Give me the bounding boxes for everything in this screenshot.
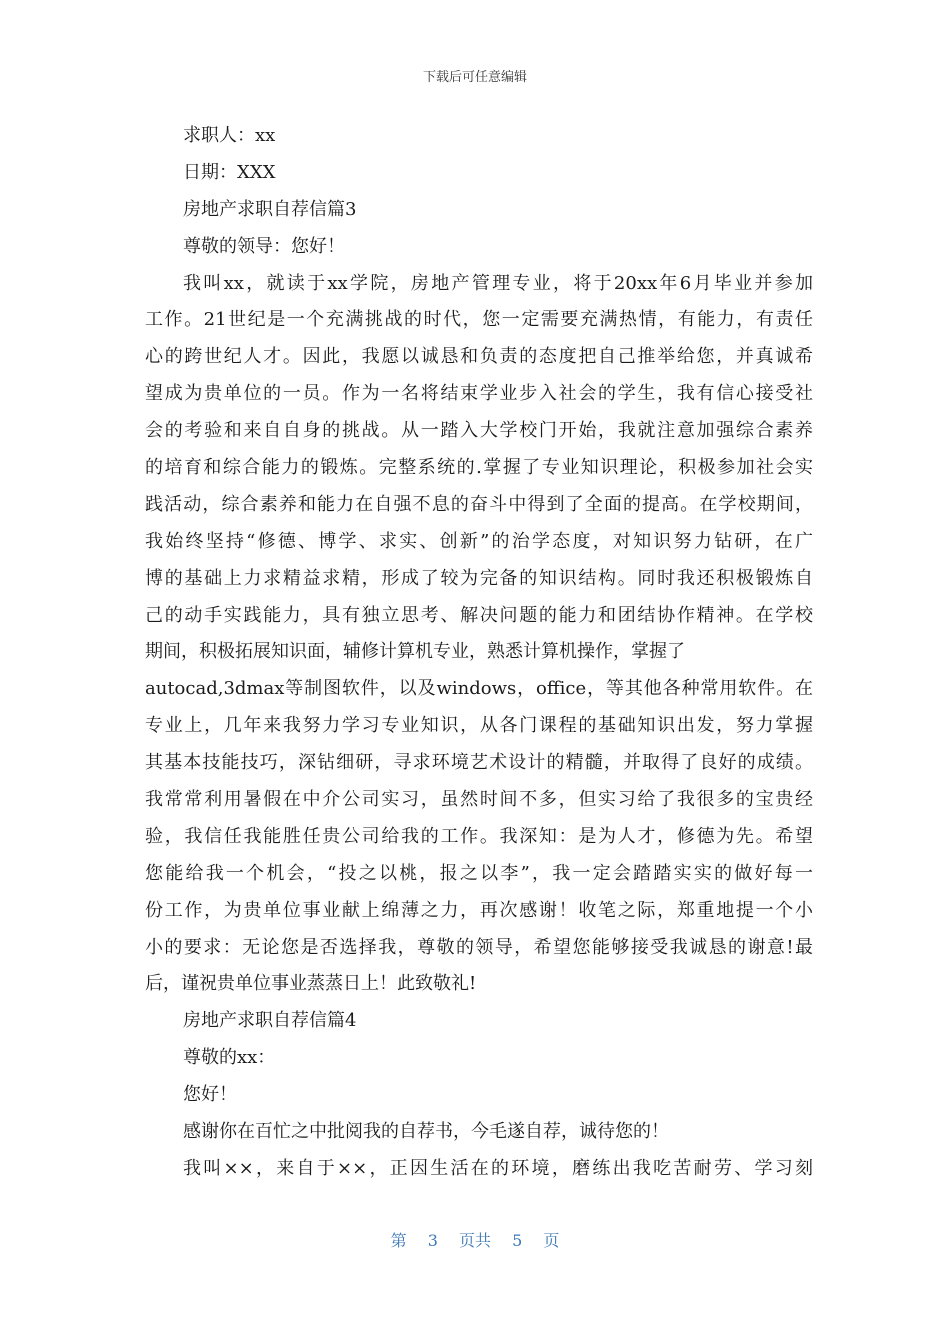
section-title-4: 房地产求职自荐信篇4: [183, 1010, 357, 1032]
paragraph-line: 我始终坚持“修德、博学、求实、创新”的治学态度，对知识努力钻研，在广: [145, 530, 813, 552]
paragraph-line: 工作。21世纪是一个充满挑战的时代，您一定需要充满热情，有能力，有责任: [145, 309, 813, 331]
document-body: [145, 118, 813, 1188]
paragraph-line: 我常常利用暑假在中介公司实习，虽然时间不多，但实习给了我很多的宝贵经: [145, 789, 813, 811]
footer-mid-label: 页共: [458, 1231, 491, 1250]
page-footer: [0, 1228, 950, 1251]
paragraph-line: 您能给我一个机会，“投之以桃，报之以李”，我一定会踏踏实实的做好每一: [145, 862, 813, 884]
paragraph-line: 我叫xx，就读于xx学院，房地产管理专业，将于20xx年6月毕业并参加: [183, 272, 813, 294]
paragraph-line: 践活动，综合素养和能力在自强不息的奋斗中得到了全面的提高。在学校期间，: [145, 493, 813, 515]
salutation-4: 尊敬的xx：: [183, 1047, 276, 1069]
date-line: 日期：XXX: [183, 161, 276, 183]
paragraph-line: 己的动手实践能力，具有独立思考、解决问题的能力和团结协作精神。在学校: [145, 604, 813, 626]
greeting-line: 您好！: [183, 1084, 237, 1106]
paragraph-line: autocad,3dmax等制图软件，以及windows，office，等其他各种常用软件。在: [145, 678, 813, 700]
signature-line: 求职人：xx: [183, 125, 276, 146]
paragraph-line: 份工作，为贵单位事业献上绵薄之力，再次感谢！收笔之际，郑重地提一个小: [145, 899, 813, 921]
footer-end-label: 页: [543, 1231, 560, 1250]
paragraph-line: 望成为贵单位的一员。作为一名将结束学业步入社会的学生，我有信心接受社: [145, 383, 813, 405]
section-title-3: 房地产求职自荐信篇3: [183, 198, 357, 220]
paragraph-line: 期间，积极拓展知识面，辅修计算机专业，熟悉计算机操作，掌握了: [145, 641, 685, 663]
paragraph-line: 心的跨世纪人才。因此，我愿以诚恳和负责的态度把自己推举给您，并真诚希: [145, 346, 813, 368]
paragraph-line: 博的基础上力求精益求精，形成了较为完备的知识结构。同时我还积极锻炼自: [145, 567, 813, 589]
footer-total-pages: 5: [512, 1231, 523, 1250]
thanks-line: 感谢你在百忙之中批阅我的自荐书，今毛遂自荐，诚待您的！: [183, 1121, 669, 1143]
footer-page-label: 第: [390, 1231, 407, 1250]
paragraph-line: 我叫××，来自于××，正因生活在的环境，磨练出我吃苦耐劳、学习刻: [183, 1157, 813, 1179]
paragraph-line: 的培育和综合能力的锻炼。完整系统的.掌握了专业知识理论，积极参加社会实: [145, 457, 813, 479]
paragraph-line: 其基本技能技巧，深钻细研，寻求环境艺术设计的精髓，并取得了良好的成绩。: [145, 752, 813, 774]
salutation-3: 尊敬的领导：您好！: [183, 235, 345, 257]
paragraph-line: 小的要求：无论您是否选择我，尊敬的领导，希望您能够接受我诚恳的谢意!最: [145, 936, 813, 958]
paragraph-line: 后，谨祝贵单位事业蒸蒸日上！此致敬礼!: [145, 973, 477, 995]
paragraph-line: 验，我信任我能胜任贵公司给我的工作。我深知：是为人才，修德为先。希望: [145, 825, 813, 847]
paragraph-line: 专业上，几年来我努力学习专业知识，从各门课程的基础知识出发，努力掌握: [145, 715, 813, 737]
paragraph-line: 会的考验和来自自身的挑战。从一踏入大学校门开始，我就注意加强综合素养: [145, 420, 813, 442]
page-header: 下载后可任意编辑: [422, 70, 527, 85]
footer-page-number: 3: [427, 1231, 438, 1250]
